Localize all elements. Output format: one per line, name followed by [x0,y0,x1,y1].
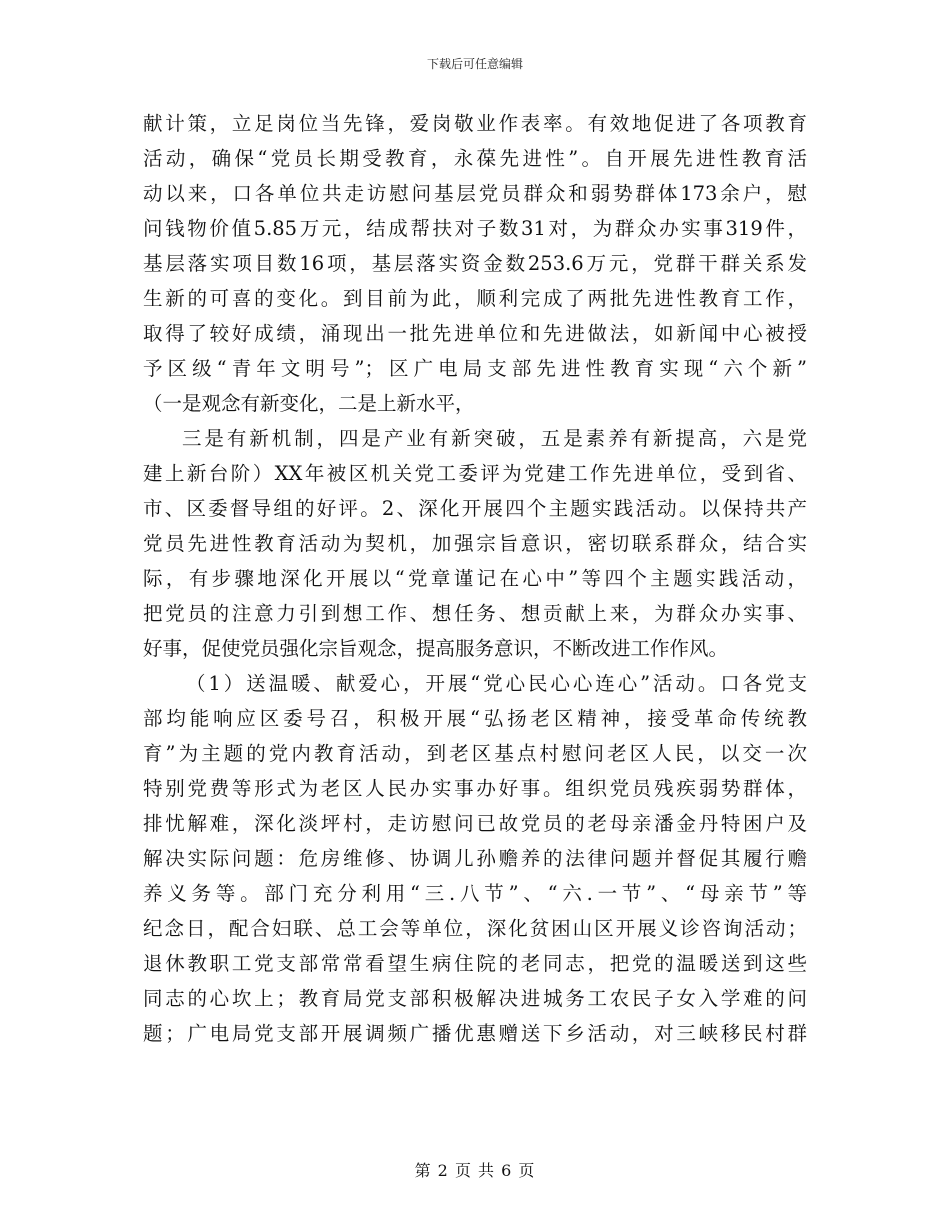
body-text [143,106,807,1051]
text-line: 退休教职工党支部常常看望生病住院的老同志，把党的温暖送到这些 [143,952,807,975]
text-line: （一是观念有新变化，二是上新水平， [143,392,475,415]
text-line: 育”为主题的党内教育活动，到老区基点村慰问老区人民，以交一次 [143,742,807,765]
text-line: 动以来，口各单位共走访慰问基层党员群众和弱势群体173余户，慰 [143,182,807,205]
text-line: （1）送温暖、献爱心，开展“党心民心心连心”活动。口各党支 [186,672,807,695]
text-line: 部均能响应区委号召，积极开展“弘扬老区精神，接受革命传统教 [143,707,807,730]
text-line: 取得了较好成绩，涌现出一批先进单位和先进做法，如新闻中心被授 [143,322,807,345]
text-line: 予区级“青年文明号”；区广电局支部先进性教育实现“六个新” [143,357,807,380]
text-line: 养义务等。部门充分利用“三.八节”、“六.一节”、“母亲节”等 [143,882,807,905]
text-line: 三是有新机制，四是产业有新突破，五是素养有新提高，六是党 [182,427,807,450]
text-line: 把党员的注意力引到想工作、想任务、想贡献上来，为群众办实事、 [143,602,807,625]
text-line: 基层落实项目数16项，基层落实资金数253.6万元，党群干群关系发 [143,252,807,275]
text-line: 市、区委督导组的好评。2、深化开展四个主题实践活动。以保持共产 [143,497,807,520]
text-line: 活动，确保“党员长期受教育，永葆先进性”。自开展先进性教育活 [143,147,807,170]
text-line: 际，有步骤地深化开展以“党章谨记在心中”等四个主题实践活动， [143,567,807,590]
text-line: 题；广电局党支部开展调频广播优惠赠送下乡活动，对三峡移民村群 [143,1022,807,1045]
text-line: 党员先进性教育活动为契机，加强宗旨意识，密切联系群众，结合实 [143,532,807,555]
text-line: 纪念日，配合妇联、总工会等单位，深化贫困山区开展义诊咨询活动； [143,917,807,940]
page-footer: 第 2 页 共 6 页 [414,1161,536,1180]
text-line: 同志的心坎上；教育局党支部积极解决进城务工农民子女入学难的问 [143,987,807,1010]
text-line: 解决实际问题：危房维修、协调儿孙赡养的法律问题并督促其履行赡 [143,847,807,870]
text-line: 生新的可喜的变化。到目前为此，顺利完成了两批先进性教育工作， [143,287,807,310]
text-line: 献计策，立足岗位当先锋，爱岗敬业作表率。有效地促进了各项教育 [143,112,807,135]
text-line: 排忧解难，深化淡坪村，走访慰问已故党员的老母亲潘金丹特困户及 [143,812,807,835]
page-header: 下载后可任意编辑 [426,57,523,71]
text-line: 建上新台阶）XX年被区机关党工委评为党建工作先进单位，受到省、 [143,462,807,485]
text-line: 好事，促使党员强化宗旨观念，提高服务意识，不断改进工作作风。 [143,637,729,660]
text-line: 特别党费等形式为老区人民办实事办好事。组织党员残疾弱势群体， [143,777,807,800]
text-line: 问钱物价值5.85万元，结成帮扶对子数31对，为群众办实事319件， [143,217,807,240]
